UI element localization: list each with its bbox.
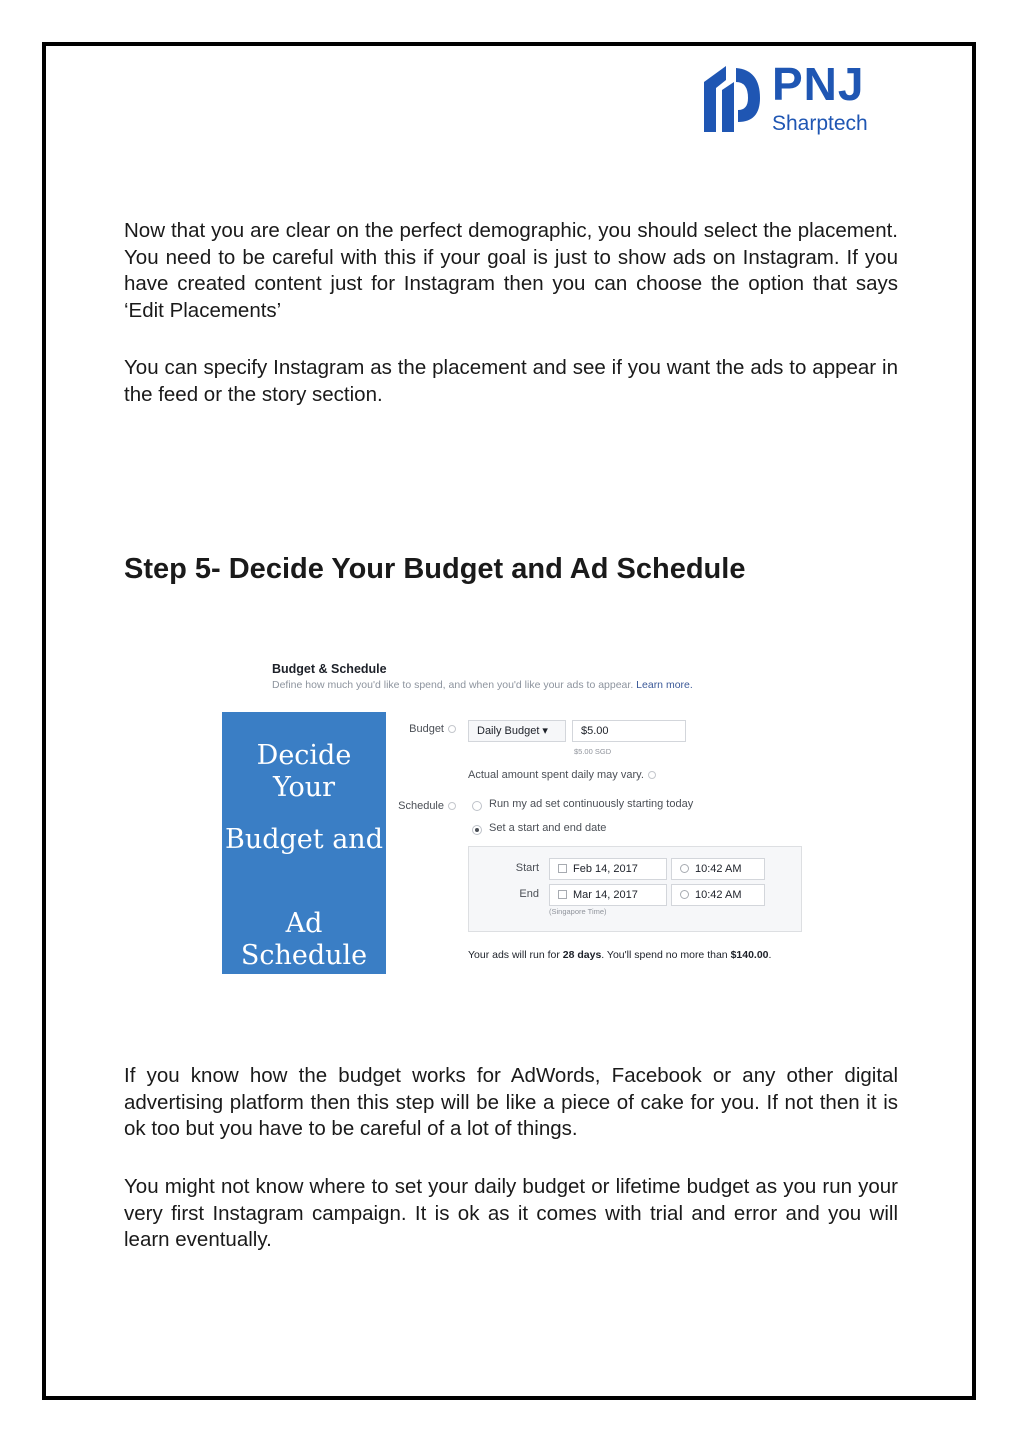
option-dates-label: Set a start and end date [489,822,607,834]
info-icon[interactable] [448,802,456,810]
logo-title: PNJ [772,58,865,110]
budget-amount-input[interactable]: $5.00 [572,720,686,742]
schedule-summary: Your ads will run for 28 days. You'll spend no more than $140.00. [468,949,772,961]
logo-mark-icon [700,60,764,140]
start-time-input[interactable]: 10:42 AM [671,858,765,880]
calendar-icon [558,864,567,873]
step-5-heading: Step 5- Decide Your Budget and Ad Schedule [124,553,746,585]
timezone-note: (Singapore Time) [549,907,607,916]
option-continuous-label: Run my ad set continuously starting today [489,798,694,810]
paragraph-daily-budget: You might not know where to set your daily budget or lifetime budget as you run your very first Instagram campaign. It is ok as it comes with trial and error and you will learn eventually. [124,1175,898,1251]
budget-schedule-title: Budget & Schedule [272,662,387,676]
start-date-input[interactable]: Feb 14, 2017 [549,858,667,880]
budget-sgd-note: $5.00 SGD [574,747,612,756]
end-time-input[interactable]: 10:42 AM [671,884,765,906]
schedule-label: Schedule [382,800,456,812]
radio-start-end-date[interactable] [472,825,482,835]
radio-run-continuously[interactable] [472,801,482,811]
overlay-line: Decide Your [256,740,352,803]
overlay-line: Ad Schedule [240,908,368,971]
decide-budget-overlay [222,712,386,974]
paragraph-placement: Now that you are clear on the perfect demographic, you should select the placement. You need to be careful with this if your goal is just to show ads on Instagram. If you have created content just for Instagram then you can choose the option that says ‘Edit Placements’ [124,219,898,322]
paragraph-instagram-placement: You can specify Instagram as the placement and see if you want the ads to appear in the feed or the story section. [124,356,898,406]
budget-schedule-description: Define how much you'd like to spend, and when you'd like your ads to appear. Learn more. [272,679,693,691]
logo-subtitle: Sharptech [772,112,868,135]
budget-type-dropdown[interactable]: Daily Budget ▾ [468,720,566,742]
calendar-icon [558,890,567,899]
budget-schedule-screenshot [222,648,804,975]
paragraph-budget-works: If you know how the budget works for AdWords, Facebook or any other digital advertising platform then this step will be like a piece of cake for you. If not then it is ok too but you have to be careful of a lot of things. [124,1064,898,1140]
clock-icon [680,864,689,873]
info-icon[interactable] [648,771,656,779]
date-range-panel [468,846,802,932]
budget-label: Budget [392,723,456,735]
end-label: End [519,888,539,900]
end-date-input[interactable]: Mar 14, 2017 [549,884,667,906]
pnj-sharptech-logo [700,58,900,140]
info-icon[interactable] [448,725,456,733]
overlay-line: Budget and [225,824,383,855]
start-label: Start [515,862,539,874]
clock-icon [680,890,689,899]
learn-more-link[interactable]: Learn more. [636,679,693,691]
actual-amount-note: Actual amount spent daily may vary. [468,769,656,781]
